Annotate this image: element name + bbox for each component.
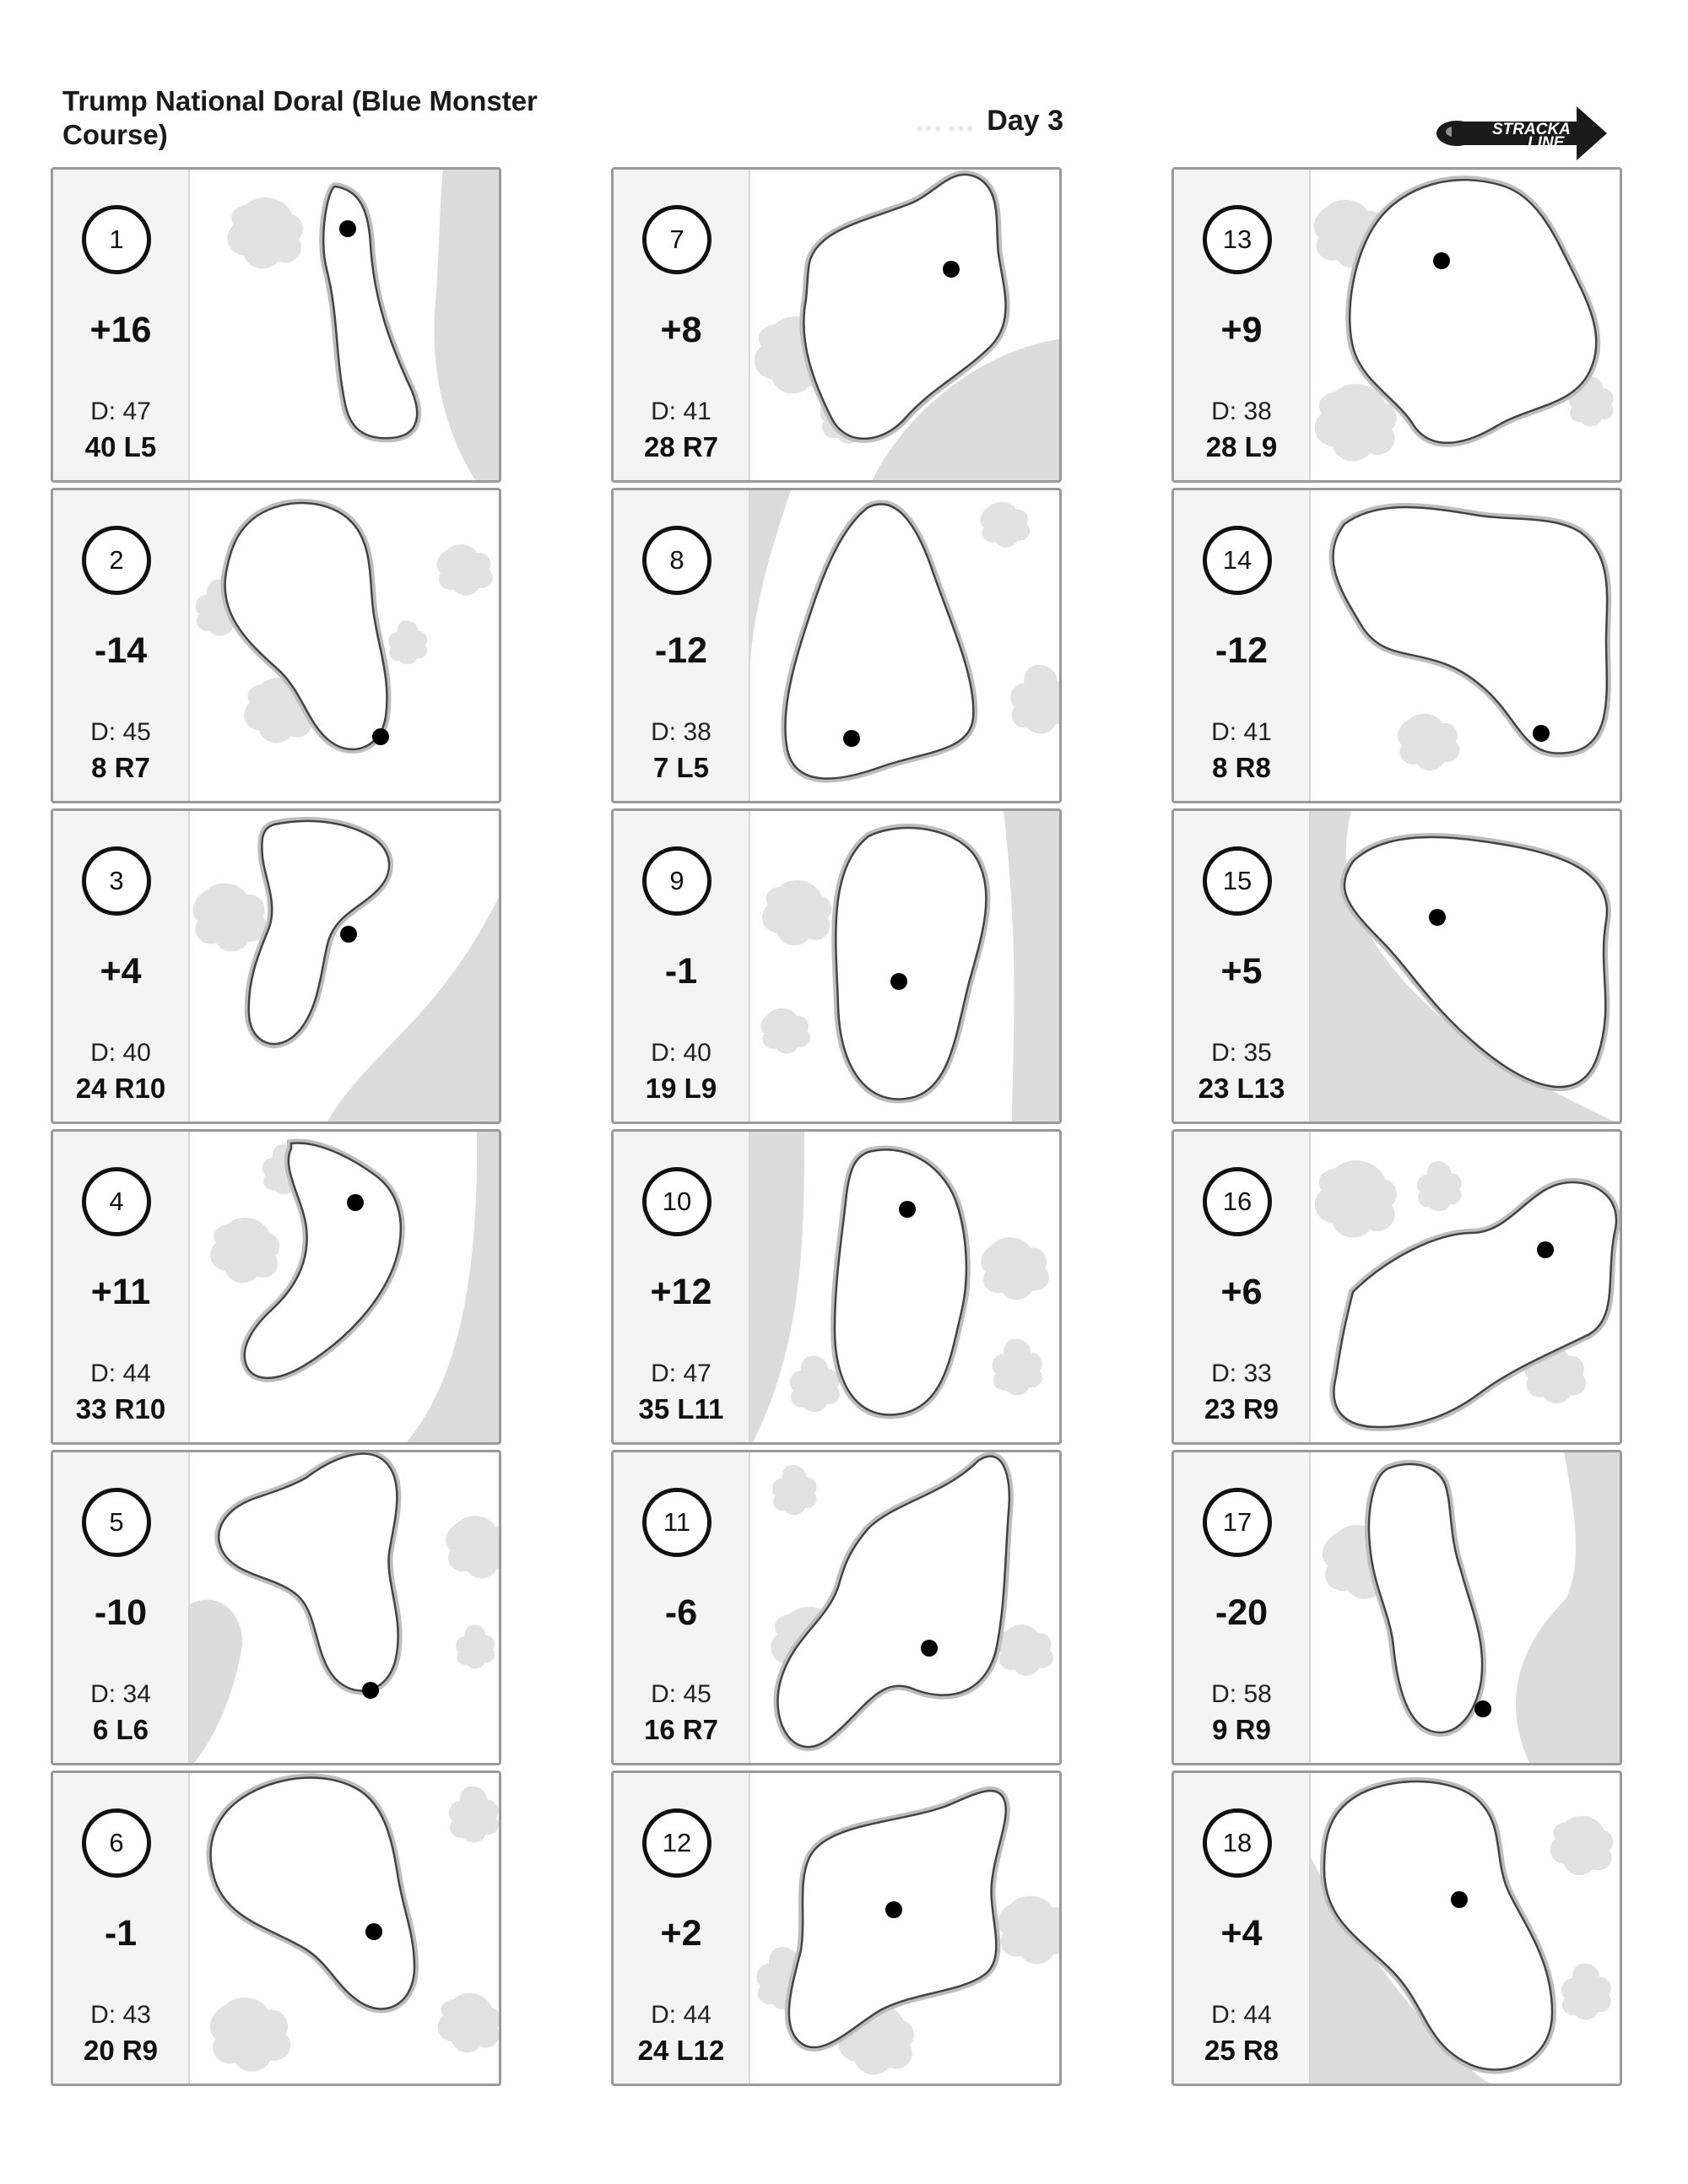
pin-position: 35 L11 <box>638 1393 724 1424</box>
pin-position: 28 R7 <box>643 431 719 462</box>
hole-info-panel <box>1174 1773 1311 2084</box>
terrain-shape <box>434 170 501 483</box>
green-outline <box>836 828 986 1100</box>
hole-number: 12 <box>642 1808 711 1878</box>
day-label: Day 3 <box>987 105 1063 137</box>
hole-card <box>1171 167 1622 483</box>
green-diagram <box>190 1452 501 1765</box>
hole-number: 13 <box>1203 205 1272 274</box>
tree-cluster <box>980 502 1030 548</box>
tree-cluster <box>998 1624 1053 1676</box>
pin-dot <box>899 1201 916 1218</box>
hole-number: 15 <box>1203 846 1272 916</box>
hole-number: 3 <box>82 846 151 916</box>
pin-position: 19 L9 <box>645 1073 717 1104</box>
hole-score: -6 <box>664 1592 698 1633</box>
green-diagram <box>1311 1773 1622 2086</box>
green-depth: D: 38 <box>651 718 711 746</box>
hole-number: 4 <box>82 1167 151 1236</box>
pin-position: 9 R9 <box>1212 1714 1271 1745</box>
green-depth: D: 58 <box>1211 1680 1272 1708</box>
pin-dot <box>339 220 356 237</box>
green-outline <box>785 504 973 778</box>
pin-dot <box>921 1640 938 1657</box>
hole-card <box>611 1450 1062 1765</box>
hole-number: 7 <box>642 205 711 274</box>
hole-card <box>51 167 501 483</box>
green-diagram <box>750 811 1062 1124</box>
hole-number: 2 <box>82 526 151 595</box>
tree-cluster <box>1315 1160 1397 1237</box>
pin-dot <box>843 730 860 747</box>
hole-score: +16 <box>89 310 152 350</box>
pin-dot <box>1474 1700 1491 1717</box>
pin-dot <box>365 1923 382 1940</box>
hole-card <box>611 808 1062 1124</box>
pin-position: 8 R7 <box>91 752 150 783</box>
green-depth: D: 38 <box>1211 397 1272 425</box>
hole-info-panel <box>614 170 750 480</box>
hole-info-panel <box>53 490 190 801</box>
hole-info-panel <box>614 1452 750 1763</box>
tree-cluster <box>772 1465 817 1515</box>
green-outline <box>789 1791 1006 2047</box>
hole-info-panel <box>614 490 750 801</box>
green-diagram <box>750 490 1062 803</box>
tree-cluster <box>388 620 427 664</box>
green-diagram <box>190 490 501 803</box>
hole-score: +6 <box>1220 1272 1263 1312</box>
tree-cluster <box>1010 665 1062 734</box>
obscured-date: …… <box>914 105 979 137</box>
pin-dot <box>1537 1241 1554 1258</box>
green-diagram <box>190 1773 501 2086</box>
tree-cluster <box>790 1356 840 1413</box>
hole-score: +5 <box>1220 951 1263 992</box>
hole-card <box>611 167 1062 483</box>
tree-cluster <box>456 1624 495 1668</box>
green-diagram <box>1311 170 1622 483</box>
hole-info-panel <box>1174 1452 1311 1763</box>
hole-card <box>51 1450 501 1765</box>
tree-cluster <box>210 1997 290 2072</box>
hole-card <box>51 808 501 1124</box>
logo-text-bottom: LINE <box>1528 134 1565 152</box>
tree-cluster <box>993 1339 1042 1396</box>
hole-score: +2 <box>660 1913 702 1954</box>
tree-cluster <box>446 1516 501 1578</box>
green-outline <box>1369 1464 1482 1733</box>
green-depth: D: 45 <box>90 718 151 746</box>
tree-cluster <box>437 544 493 596</box>
terrain-shape <box>1516 1452 1622 1765</box>
hole-card <box>1171 488 1622 803</box>
pin-dot <box>372 728 389 745</box>
hole-score: -12 <box>1215 630 1269 671</box>
hole-info-panel <box>614 811 750 1122</box>
hole-score: -20 <box>1215 1592 1269 1633</box>
pin-position: 8 R8 <box>1212 752 1271 783</box>
tree-cluster <box>449 1787 499 1843</box>
pin-position: 24 R10 <box>75 1073 166 1104</box>
hole-number: 18 <box>1203 1808 1272 1878</box>
pin-position: 7 L5 <box>652 752 710 783</box>
hole-number: 8 <box>642 526 711 595</box>
hole-info-panel <box>1174 811 1311 1122</box>
course-title: Trump National Doral (Blue Monster Course) <box>62 85 538 150</box>
hole-score: -12 <box>654 630 708 671</box>
pin-dot <box>340 926 357 943</box>
pin-dot <box>1533 725 1550 742</box>
pin-position: 28 L9 <box>1205 431 1278 462</box>
hole-info-panel <box>1174 170 1311 480</box>
hole-card <box>51 488 501 803</box>
hole-score: -14 <box>94 630 148 671</box>
tree-cluster <box>438 1993 501 2052</box>
hole-number: 5 <box>82 1488 151 1557</box>
pin-position: 6 L6 <box>92 1714 149 1745</box>
green-depth: D: 47 <box>90 397 151 425</box>
green-diagram <box>190 811 501 1124</box>
terrain-shape <box>325 887 501 1124</box>
hole-info-panel <box>53 1132 190 1442</box>
pin-position: 16 R7 <box>643 1714 719 1745</box>
hole-info-panel <box>53 811 190 1122</box>
hole-score: +8 <box>660 310 702 350</box>
tree-cluster <box>762 880 831 945</box>
pin-dot <box>1433 252 1450 269</box>
green-diagram <box>750 1773 1062 2086</box>
hole-card <box>611 1770 1062 2086</box>
tree-cluster <box>1398 714 1459 770</box>
hole-score: +12 <box>650 1272 712 1312</box>
terrain-shape <box>403 1132 501 1445</box>
pin-dot <box>347 1194 364 1211</box>
tree-cluster <box>227 197 303 268</box>
green-depth: D: 33 <box>1211 1360 1272 1387</box>
green-diagram <box>190 1132 501 1445</box>
terrain-shape <box>1004 811 1062 1124</box>
terrain-shape <box>190 1600 242 1765</box>
terrain-shape <box>750 490 791 659</box>
tree-cluster <box>1417 1161 1462 1211</box>
hole-score: -10 <box>94 1592 148 1633</box>
green-depth: D: 41 <box>651 397 711 425</box>
pin-dot <box>1451 1891 1468 1908</box>
stracka-line-logo <box>1433 101 1610 165</box>
page-header <box>0 0 1688 169</box>
green-diagram <box>1311 811 1622 1124</box>
hole-card <box>1171 1770 1622 2086</box>
hole-number: 1 <box>82 205 151 274</box>
tree-cluster <box>981 1237 1049 1300</box>
hole-score: +4 <box>100 951 142 992</box>
tree-cluster <box>1561 1964 1611 2020</box>
hole-card <box>611 1129 1062 1445</box>
hole-info-panel <box>1174 1132 1311 1442</box>
green-depth: D: 44 <box>1211 2001 1272 2029</box>
pin-dot <box>943 261 960 278</box>
hole-number: 10 <box>642 1167 711 1236</box>
hole-score: +4 <box>1220 1913 1263 1954</box>
hole-number: 11 <box>642 1488 711 1557</box>
hole-number: 6 <box>82 1808 151 1878</box>
hole-info-panel <box>614 1773 750 2084</box>
green-depth: D: 45 <box>651 1680 711 1708</box>
green-diagram <box>750 1452 1062 1765</box>
hole-number: 14 <box>1203 526 1272 595</box>
hole-card <box>51 1129 501 1445</box>
pin-position: 25 R8 <box>1204 2035 1280 2066</box>
pin-position: 33 R10 <box>75 1393 166 1424</box>
green-depth: D: 44 <box>90 1360 151 1387</box>
hole-number: 17 <box>1203 1488 1272 1557</box>
hole-card <box>1171 808 1622 1124</box>
hole-info-panel <box>53 170 190 480</box>
hole-info-panel <box>53 1773 190 2084</box>
pin-position: 23 R9 <box>1204 1393 1280 1424</box>
hole-card <box>1171 1450 1622 1765</box>
green-diagram <box>1311 1132 1622 1445</box>
hole-info-panel <box>53 1452 190 1763</box>
hole-card <box>1171 1129 1622 1445</box>
hole-number: 9 <box>642 846 711 916</box>
tree-cluster <box>193 884 268 952</box>
hole-number: 16 <box>1203 1167 1272 1236</box>
pin-dot <box>890 973 907 990</box>
green-depth: D: 40 <box>651 1039 711 1067</box>
green-depth: D: 44 <box>651 2001 711 2029</box>
green-depth: D: 43 <box>90 2001 151 2029</box>
tree-cluster <box>1550 1816 1614 1875</box>
pin-dot <box>362 1682 379 1699</box>
pin-position: 24 L12 <box>637 2035 725 2066</box>
green-diagram <box>750 1132 1062 1445</box>
green-outline <box>1334 507 1608 754</box>
tree-cluster <box>760 1008 810 1054</box>
pin-dot <box>885 1901 902 1918</box>
green-diagram <box>750 170 1062 483</box>
pin-position: 20 R9 <box>83 2035 159 2066</box>
hole-score: -1 <box>664 951 698 992</box>
green-diagram <box>1311 1452 1622 1765</box>
pin-position: 40 L5 <box>84 431 157 462</box>
pin-dot <box>1429 909 1446 926</box>
green-depth: D: 47 <box>651 1360 711 1387</box>
green-diagram <box>190 170 501 483</box>
logo-text-top: STRACKA <box>1492 121 1571 138</box>
tree-cluster <box>210 1218 279 1283</box>
hole-score: -1 <box>104 1913 138 1954</box>
green-outline <box>249 821 389 1044</box>
pin-position: 23 L13 <box>1198 1073 1285 1104</box>
hole-score: +11 <box>90 1272 151 1312</box>
tree-cluster <box>998 1896 1062 1965</box>
green-depth: D: 34 <box>90 1680 151 1708</box>
date-line <box>692 105 1063 138</box>
hole-card <box>51 1770 501 2086</box>
green-depth: D: 40 <box>90 1039 151 1067</box>
hole-score: +9 <box>1220 310 1263 350</box>
green-depth: D: 35 <box>1211 1039 1272 1067</box>
hole-card <box>611 488 1062 803</box>
hole-info-panel <box>1174 490 1311 801</box>
green-diagram <box>1311 490 1622 803</box>
hole-info-panel <box>614 1132 750 1442</box>
green-depth: D: 41 <box>1211 718 1272 746</box>
